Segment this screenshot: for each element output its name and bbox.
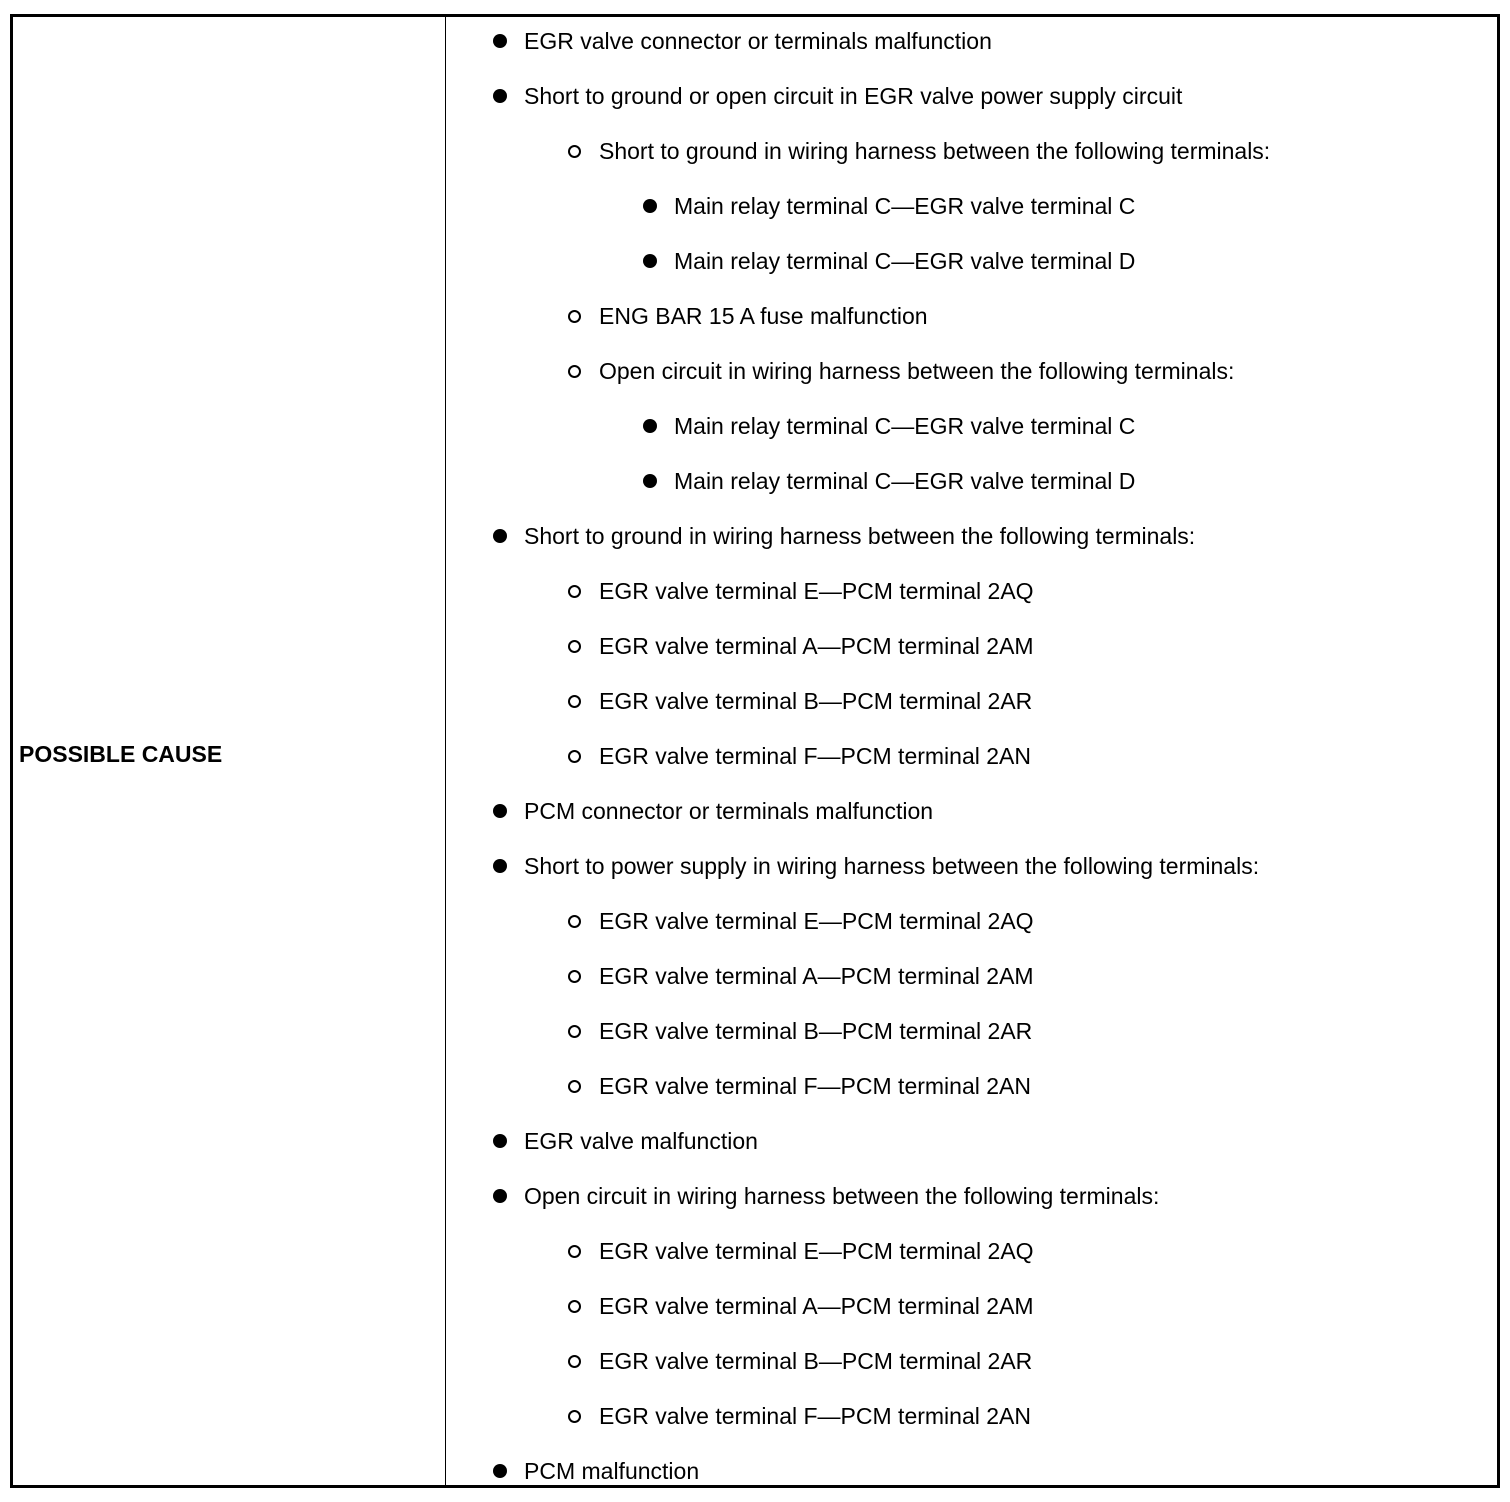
cause-text: EGR valve terminal E—PCM terminal 2AQ: [599, 908, 1034, 934]
hollow-circle-bullet-icon: [568, 1245, 581, 1258]
cause-text: ENG BAR 15 A fuse malfunction: [599, 303, 928, 329]
cause-text: PCM connector or terminals malfunction: [524, 798, 934, 824]
cause-text: EGR valve terminal A—PCM terminal 2AM: [599, 633, 1034, 659]
cause-text: EGR valve terminal E—PCM terminal 2AQ: [599, 578, 1034, 604]
cause-text: Short to ground in wiring harness between the following terminals:: [524, 523, 1196, 549]
cause-text: EGR valve terminal F—PCM terminal 2AN: [599, 743, 1031, 769]
hollow-circle-bullet-icon: [568, 1410, 581, 1423]
filled-circle-bullet-icon: [493, 34, 507, 48]
filled-circle-bullet-icon: [493, 1189, 507, 1203]
cause-text: EGR valve terminal B—PCM terminal 2AR: [599, 1018, 1033, 1044]
hollow-circle-bullet-icon: [568, 1080, 581, 1093]
cause-text: Open circuit in wiring harness between the following terminals:: [599, 358, 1235, 384]
cause-text: EGR valve connector or terminals malfunction: [524, 28, 992, 54]
cause-text: EGR valve terminal A—PCM terminal 2AM: [599, 963, 1034, 989]
hollow-circle-bullet-icon: [568, 145, 581, 158]
possible-cause-label: POSSIBLE CAUSE: [19, 741, 223, 767]
filled-circle-bullet-icon: [493, 804, 507, 818]
hollow-circle-bullet-icon: [568, 915, 581, 928]
cause-text: Open circuit in wiring harness between the following terminals:: [524, 1183, 1160, 1209]
cause-text: PCM malfunction: [524, 1458, 700, 1484]
filled-circle-bullet-icon: [493, 89, 507, 103]
hollow-circle-bullet-icon: [568, 640, 581, 653]
hollow-circle-bullet-icon: [568, 310, 581, 323]
possible-cause-table: [10, 14, 1500, 1488]
cause-text: EGR valve terminal E—PCM terminal 2AQ: [599, 1238, 1034, 1264]
filled-circle-bullet-icon: [643, 474, 657, 488]
cause-text: Main relay terminal C—EGR valve terminal D: [674, 248, 1136, 274]
cause-text: EGR valve terminal F—PCM terminal 2AN: [599, 1403, 1031, 1429]
hollow-circle-bullet-icon: [568, 1300, 581, 1313]
hollow-circle-bullet-icon: [568, 1355, 581, 1368]
filled-circle-bullet-icon: [643, 419, 657, 433]
cause-text: Main relay terminal C—EGR valve terminal C: [674, 413, 1136, 439]
cause-text: EGR valve terminal F—PCM terminal 2AN: [599, 1073, 1031, 1099]
cause-text: EGR valve terminal A—PCM terminal 2AM: [599, 1293, 1034, 1319]
hollow-circle-bullet-icon: [568, 970, 581, 983]
hollow-circle-bullet-icon: [568, 1025, 581, 1038]
hollow-circle-bullet-icon: [568, 365, 581, 378]
cause-text: EGR valve malfunction: [524, 1128, 758, 1154]
hollow-circle-bullet-icon: [568, 585, 581, 598]
filled-circle-bullet-icon: [643, 199, 657, 213]
filled-circle-bullet-icon: [493, 1464, 507, 1478]
hollow-circle-bullet-icon: [568, 695, 581, 708]
cause-text: EGR valve terminal B—PCM terminal 2AR: [599, 1348, 1033, 1374]
cause-text: Main relay terminal C—EGR valve terminal C: [674, 193, 1136, 219]
cause-text: Short to ground or open circuit in EGR valve power supply circuit: [524, 83, 1183, 109]
filled-circle-bullet-icon: [493, 529, 507, 543]
cause-text: Main relay terminal C—EGR valve terminal D: [674, 468, 1136, 494]
filled-circle-bullet-icon: [493, 1134, 507, 1148]
cause-list: [13, 17, 1497, 1485]
filled-circle-bullet-icon: [643, 254, 657, 268]
hollow-circle-bullet-icon: [568, 750, 581, 763]
cause-text: Short to ground in wiring harness between the following terminals:: [599, 138, 1271, 164]
cause-text: Short to power supply in wiring harness between the following terminals:: [524, 853, 1260, 879]
cause-text: EGR valve terminal B—PCM terminal 2AR: [599, 688, 1033, 714]
filled-circle-bullet-icon: [493, 859, 507, 873]
